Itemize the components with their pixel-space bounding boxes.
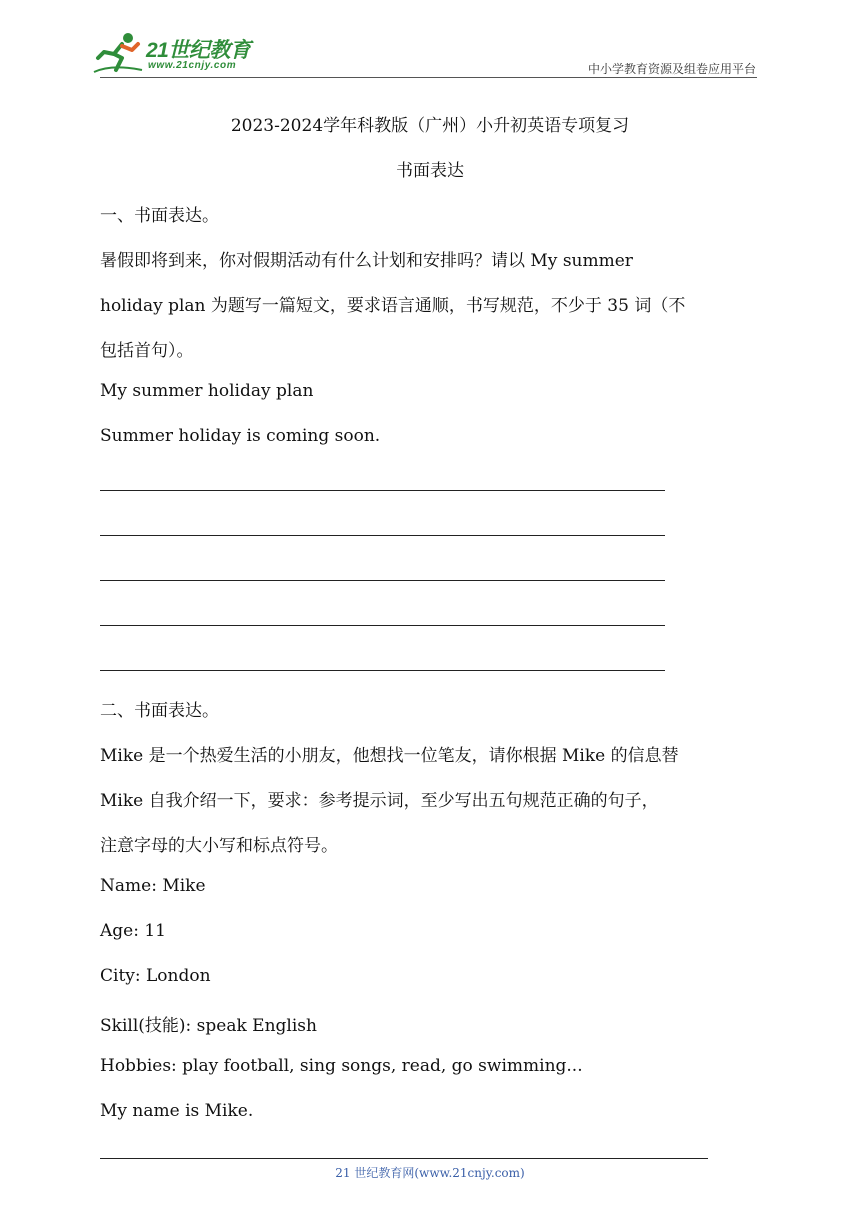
- info-name: Name: Mike: [100, 876, 206, 896]
- document-subtitle: 书面表达: [396, 161, 464, 181]
- document-title: 2023-2024学年科教版（广州）小升初英语专项复习: [230, 116, 630, 136]
- info-age: Age: 11: [100, 921, 166, 941]
- section1-heading: 一、书面表达。: [100, 206, 219, 226]
- answer-line[interactable]: [100, 625, 665, 626]
- answer-line[interactable]: [100, 670, 665, 671]
- section2-prompt-line: Mike 自我介绍一下，要求：参考提示词，至少写出五句规范正确的句子，: [100, 791, 659, 811]
- page-header: [0, 0, 860, 80]
- info-skill: Skill(技能): speak English: [100, 1016, 317, 1036]
- runner-icon: [92, 32, 144, 76]
- section2-first-sentence: My name is Mike.: [100, 1101, 254, 1121]
- header-divider: [100, 77, 757, 78]
- section2-prompt-line: 注意字母的大小写和标点符号。: [100, 836, 338, 856]
- logo-url: www.21cnjy.com: [148, 60, 237, 71]
- logo-text: 21世纪教育: [146, 39, 251, 62]
- footer-link[interactable]: 21 世纪教育网(www.21cnjy.com): [335, 1166, 525, 1180]
- site-logo[interactable]: [92, 32, 262, 78]
- essay-first-sentence: Summer holiday is coming soon.: [100, 426, 381, 446]
- section2-prompt-line: Mike 是一个热爱生活的小朋友，他想找一位笔友，请你根据 Mike 的信息替: [100, 746, 679, 766]
- section1-prompt-line: 包括首句）。: [100, 341, 194, 361]
- essay-title: My summer holiday plan: [100, 381, 314, 401]
- section2-heading: 二、书面表达。: [100, 701, 219, 721]
- footer-divider: [100, 1158, 708, 1159]
- answer-line[interactable]: [100, 580, 665, 581]
- site-slogan: 中小学教育资源及组卷应用平台: [587, 62, 756, 76]
- info-hobbies: Hobbies: play football, sing songs, read, go swimming...: [100, 1056, 583, 1076]
- info-city: City: London: [100, 966, 211, 986]
- section1-prompt-line: 暑假即将到来，你对假期活动有什么计划和安排吗？请以 My summer: [100, 251, 633, 271]
- answer-line[interactable]: [100, 490, 665, 491]
- answer-line[interactable]: [100, 535, 665, 536]
- section1-prompt-line: holiday plan 为题写一篇短文，要求语言通顺，书写规范，不少于 35 词（不: [100, 296, 686, 316]
